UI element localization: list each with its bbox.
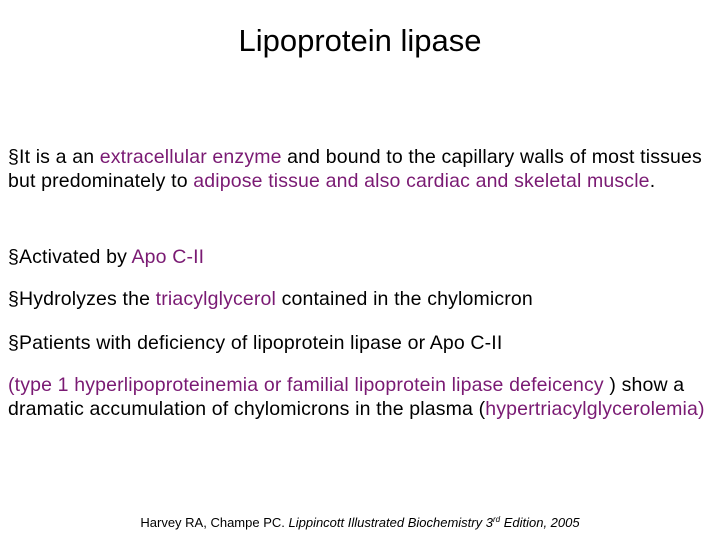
bullet-deficiency xyxy=(8,331,714,355)
bullet-text: §Activated by xyxy=(8,246,132,268)
highlight-term: adipose tissue and also cardiac and skeletal muscle xyxy=(193,170,650,192)
citation-authors: Harvey RA, Champe PC. xyxy=(140,515,289,530)
bullet-text: §Patients with deficiency of lipoprotein lipase or Apo C-II xyxy=(8,332,503,354)
bullet-text: . xyxy=(649,170,656,192)
slide-title: Lipoprotein lipase xyxy=(238,23,482,58)
highlight-term: hypertriacylglycerolemia) xyxy=(485,398,705,420)
bullet-text: and bound to the capillary walls of most tissues but predominately to xyxy=(8,146,702,192)
citation-book-title: Lippincott Illustrated Biochemistry 3 xyxy=(288,515,493,530)
highlight-term: (type 1 hyperlipoproteinemia or familial lipoprotein lipase defeicency xyxy=(8,374,604,396)
citation-ordinal-suffix: rd xyxy=(492,515,501,524)
highlight-term: triacylglycerol xyxy=(155,288,277,310)
bullet-text: §It is a an xyxy=(8,146,100,168)
bullet-extracellular-enzyme xyxy=(8,145,714,193)
bullet-text: contained in the chylomicron xyxy=(276,288,533,310)
citation-book xyxy=(288,515,579,530)
bullet-hydrolyzes xyxy=(8,287,714,311)
note-text: ) show a dramatic accumulation of chylomicrons in the plasma ( xyxy=(8,374,685,420)
highlight-term: extracellular enzyme xyxy=(99,146,282,168)
bullet-activated-by xyxy=(8,245,714,269)
citation xyxy=(0,515,720,531)
highlight-term: Apo C-II xyxy=(131,246,205,268)
bullet-text: §Hydrolyzes the xyxy=(8,288,156,310)
note-paragraph xyxy=(8,373,714,421)
citation-edition: Edition, 2005 xyxy=(500,515,580,530)
